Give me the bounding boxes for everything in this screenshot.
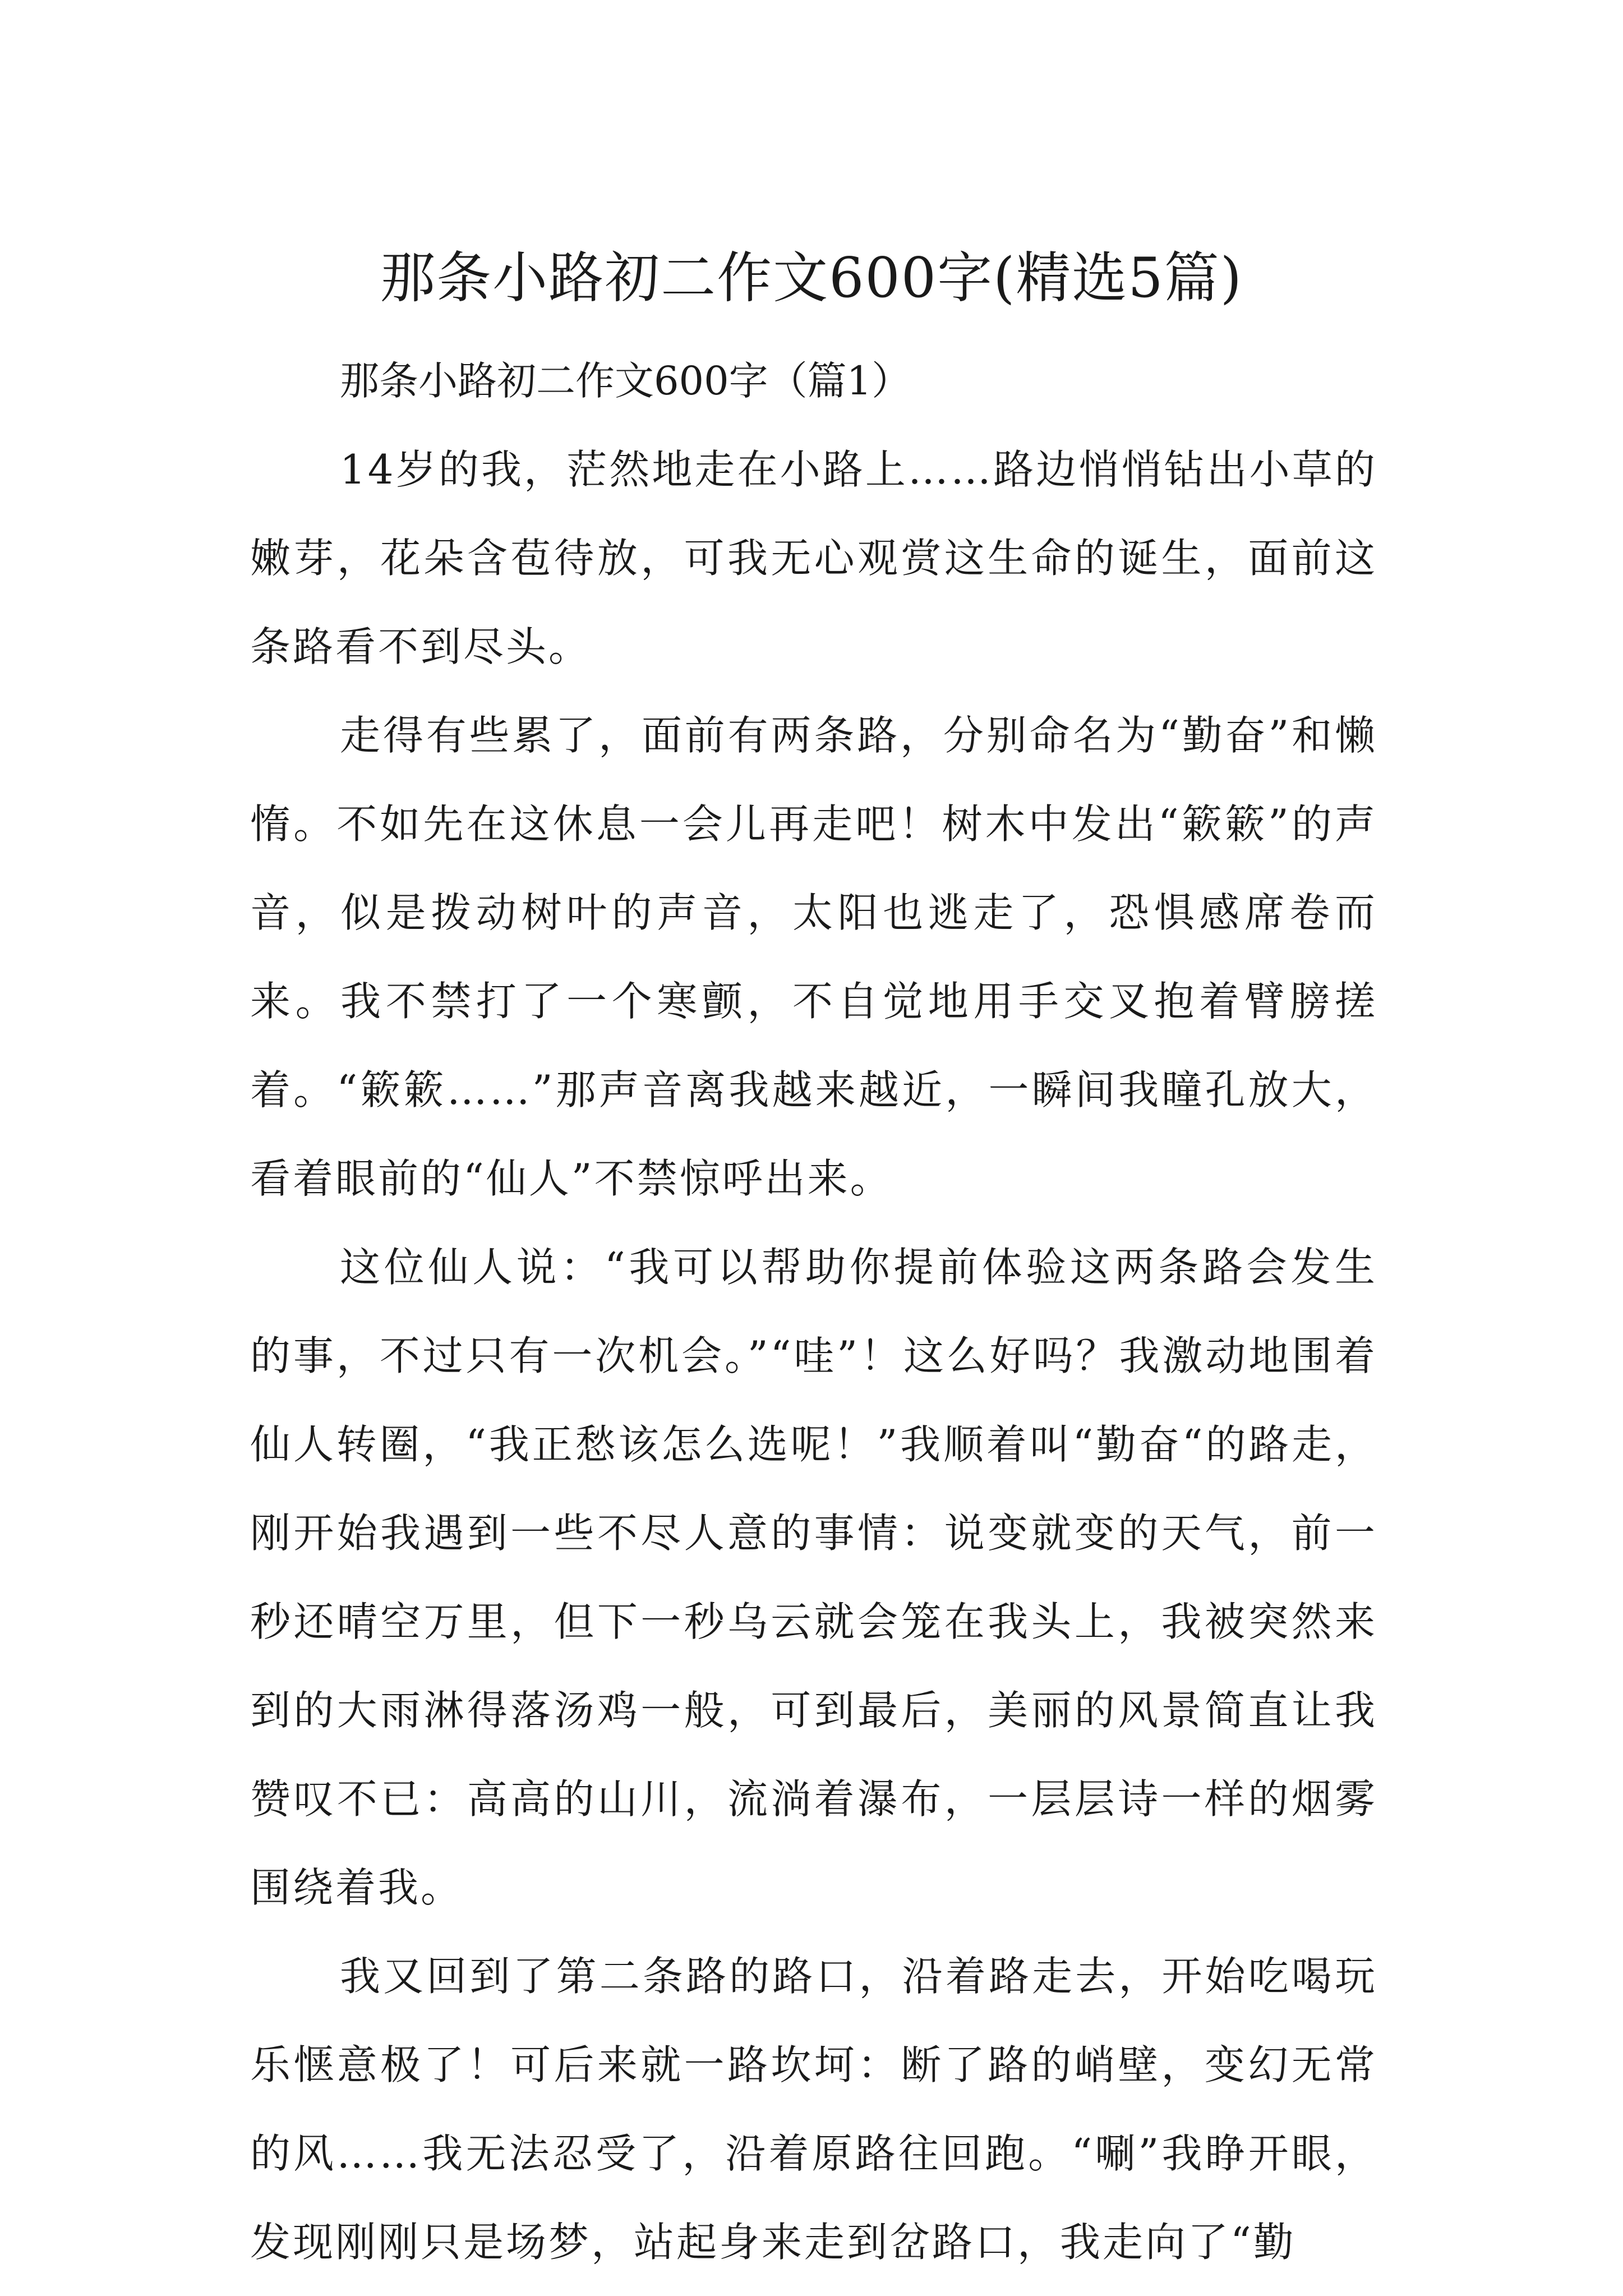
paragraph: 14岁的我，茫然地走在小路上……路边悄悄钻出小草的嫩芽，花朵含苞待放，可我无心观赏这生命的诞生，面前这条路看不到尽头。 (250, 446, 1377, 670)
paragraph: 我又回到了第二条路的路口，沿着路走去，开始吃喝玩乐惬意极了！可后来就一路坎坷：断了路的峭壁，变幻无常的风……我无法忍受了，沿着原路往回跑。“唰”我睁开眼，发现刚刚只是场梦，站起身来走到岔路口，我走向了“勤 (250, 1953, 1377, 2266)
section-heading: 那条小路初二作文600字（篇1） (340, 358, 911, 404)
paragraph: 这位仙人说：“我可以帮助你提前体验这两条路会发生的事，不过只有一次机会。”“哇”！这么好吗？我激动地围着仙人转圈，“我正愁该怎么选呢！”我顺着叫“勤奋“的路走，刚开始我遇到一些不尽人意的事情：说变就变的天气，前一秒还晴空万里，但下一秒乌云就会笼在我头上，我被突然来到的大雨淋得落汤鸡一般，可到最后，美丽的风景简直让我赞叹不已：高高的山川，流淌着瀑布，一层层诗一样的烟雾围绕着我。 (250, 1244, 1377, 1911)
document-title: 那条小路初二作文600字(精选5篇) (380, 246, 1243, 310)
paragraph: 走得有些累了，面前有两条路，分别命名为“勤奋”和懒惰。不如先在这休息一会儿再走吧！树木中发出“簌簌”的声音，似是拨动树叶的声音，太阳也逃走了，恐惧感席卷而来。我不禁打了一个寒颤，不自觉地用手交叉抱着臂膀搓着。“簌簌……”那声音离我越来越近，一瞬间我瞳孔放大，看着眼前的“仙人”不禁惊呼出来。 (250, 712, 1377, 1202)
document-body (250, 337, 1377, 2286)
